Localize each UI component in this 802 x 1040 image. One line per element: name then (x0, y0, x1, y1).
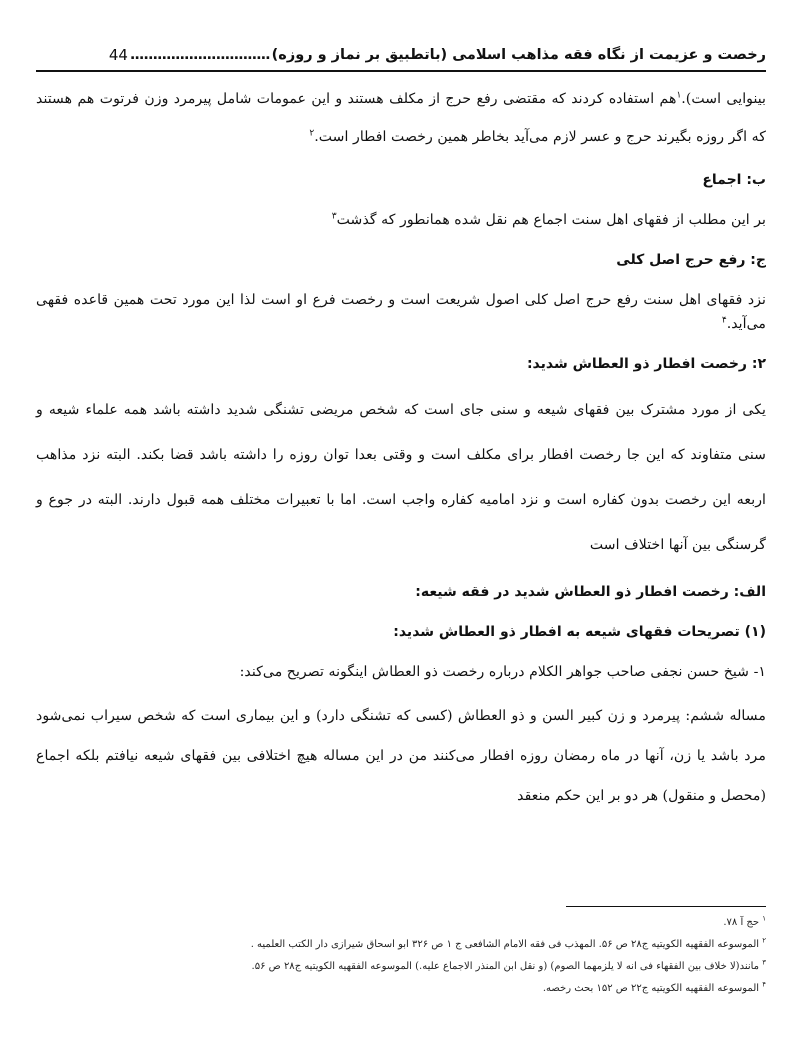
body-text (36, 80, 766, 816)
paragraph-4: یکی از مورد مشترک بین فقهای شیعه و سنی جای است که شخص مریضی تشنگی شدید داشته باشد همه علماء شیعه و سنی متفاوند که این جا رخصت افطار برای مکلف است و وقتی بعدا توان روزه را داشته باشد قضا بکند. البته نزد مذاهب اربعه این رخصت بدون کفاره است و نزد امامیه کفاره واجب است. اما با تعبیرات مختلف همه قبول دارند. البته در جوع و گرسنگی بین آنها اختلاف است (36, 402, 766, 553)
footnote-separator (566, 906, 766, 907)
footnotes (36, 912, 766, 1000)
footnote-ref-4[interactable]: ۴ (721, 315, 727, 326)
heading-subsection-1: (۱) تصریحات فقهای شیعه به افطار ذو العطاش شدید: (393, 624, 766, 640)
header-title: رخصت و عزیمت از نگاه فقه مذاهب اسلامی (باتطبیق بر نماز و روزه) (271, 47, 766, 63)
footnote-ref-1[interactable]: ۱ (676, 90, 682, 101)
header-leader-dots: ............................... (129, 47, 270, 63)
footnote-4: $^۴$ الموسوعه الفقهیه الکویتیه ج۲۲ ص ۱۵۲ بحث رخصه. (542, 980, 766, 994)
footnote-3: $^۳$ مانند(لا خلاف بین الفقهاء فی انه لا یلزمهما الصوم) (و نقل ابن المنذر الاجماع علیه.) الموسوعه الفقهیه الکویتیه ج۲۸ ص ۵۶. (251, 958, 766, 972)
paragraph-1: بینوایی است).$^۱$هم استفاده کردند که مقتضی رفع حرج از مکلف هستند و این عمومات شامل پیرمرد وزن فرتوت هم هستند که اگر روزه بگیرند حرج و عسر لازم می‌آید بخاطر همین رخصت افطار است.$^۲$ (36, 90, 766, 145)
footnote-ref-3[interactable]: ۳ (331, 211, 337, 222)
heading-section-2: ۲: رخصت افطار ذو العطاش شدید: (526, 356, 766, 372)
paragraph-6: مساله ششم: پیرمرد و زن کبیر السن و ذو العطاش (کسی که تشنگی دارد) و این بیماری است که شخص سیراب نمی‌شود مرد باشد یا زن، آنها در ماه رمضان روزه افطار می‌کنند من در این مساله هیچ اختلافی بین فقهای شیعه نیافتم بلکه اجماع (محصل و منقول) هر دو بر این حکم منعقد (36, 708, 766, 804)
footnote-1: $^۱$ حج آ ۷۸. (723, 914, 766, 928)
heading-alef: الف: رخصت افطار ذو العطاش شدید در فقه شیعه: (415, 584, 766, 600)
footnote-ref-2[interactable]: ۲ (309, 128, 315, 139)
page-number: 44 (108, 46, 128, 64)
heading-ijma: ب: اجماع (702, 172, 766, 188)
footnote-2: $^۲$ الموسوعه الفقهیه الکویتیه ج۲۸ ص ۵۶. المهذب فی فقه الامام الشافعی ج ۱ ص ۳۲۶ ابو اسحاق شیرازی دار الکتب العلمیه . (250, 936, 766, 950)
paragraph-3: نزد فقهای اهل سنت رفع حرج اصل کلی اصول شریعت است و رخصت فرع او است لذا این مورد تحت همین قاعده فقهی می‌آید.$^۴$ (36, 292, 766, 332)
heading-raf-haraj: ج: رفع حرج اصل کلی (616, 252, 766, 268)
paragraph-2: بر این مطلب از فقهای اهل سنت اجماع هم نقل شده همانطور که گذشت$^۳$ (331, 211, 766, 228)
running-header (36, 40, 766, 72)
paragraph-5: ۱- شیخ حسن نجفی صاحب جواهر الکلام درباره رخصت ذو العطاش اینگونه تصریح می‌کند: (239, 664, 766, 680)
